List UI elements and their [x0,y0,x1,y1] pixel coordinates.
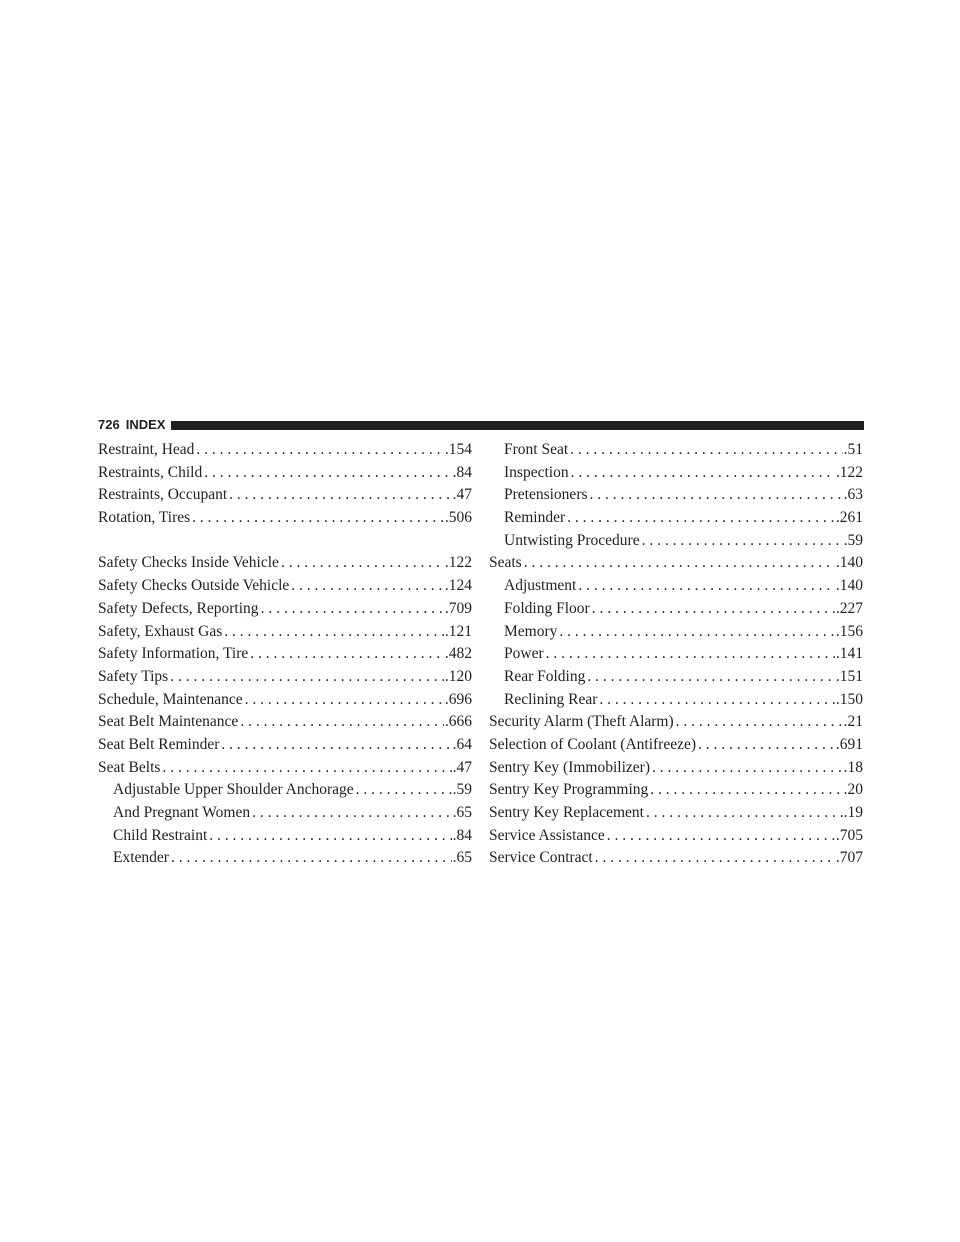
index-entry [98,711,472,734]
index-entry [98,734,472,757]
index-page-ref: .122 [444,554,472,572]
index-entry [489,779,863,802]
index-term: Untwisting Procedure [504,531,640,549]
index-page-ref: .506 [444,509,472,527]
index-page-ref: .19 [843,804,863,821]
index-subentry [489,462,863,485]
index-page-ref: .140 [835,554,863,572]
index-entry [489,757,863,780]
dot-leader [354,779,452,802]
dot-leader [219,734,451,757]
index-term: Adjustable Upper Shoulder Anchorage [113,781,354,799]
index-page-ref: .261 [835,509,863,527]
index-subentry [489,575,863,598]
index-term: Sentry Key (Immobilizer) [489,758,650,776]
dot-leader [169,847,452,870]
index-subentry [489,439,863,462]
index-page-ref: .65 [452,849,472,867]
index-term: Restraint, Head [98,441,195,458]
index-subentry [489,598,863,621]
dot-leader [650,757,843,780]
index-subentry [98,779,472,802]
index-column-right [489,439,863,870]
index-term: Service Assistance [489,826,605,844]
dot-leader [605,825,835,848]
index-subentry [489,530,863,553]
index-page-ref: .21 [843,713,863,731]
index-subentry [98,802,472,825]
index-page-ref: .709 [444,599,472,617]
dot-leader [696,734,835,757]
index-page-ref: .51 [843,441,863,458]
index-term: Adjustment [504,577,577,595]
index-page-ref: .666 [444,713,472,731]
index-page-ref: .705 [835,826,863,844]
index-term: Child Restraint [113,826,208,844]
index-term: Pretensioners [504,486,588,504]
index-entry [489,802,863,825]
index-entry [489,825,863,848]
page-header [98,418,864,432]
index-term: Sentry Key Programming [489,781,649,799]
dot-leader [238,711,444,734]
dot-leader [593,847,835,870]
index-term: Inspection [504,463,569,481]
index-term: Rotation, Tires [98,509,191,527]
index-term: Extender [113,849,169,867]
index-term: Seat Belts [98,758,161,776]
index-page-ref: .59 [452,781,472,799]
index-page-ref: .696 [444,690,472,708]
index-entry [98,757,472,780]
index-term: Memory [504,622,558,640]
dot-leader [522,552,835,575]
index-page-ref: .156 [835,622,863,640]
dot-leader [190,507,444,530]
index-page-ref: .47 [452,758,472,776]
index-term: Safety Checks Outside Vehicle [98,577,290,595]
index-entry [98,484,472,507]
dot-leader [194,439,443,462]
index-subentry [489,621,863,644]
index-entry [98,689,472,712]
dot-leader [640,530,843,553]
dot-leader [644,802,843,825]
index-page-ref: .59 [843,531,863,549]
index-subentry [489,689,863,712]
dot-leader [227,484,451,507]
dot-leader [568,439,842,462]
index-entry [98,598,472,621]
index-entry [98,621,472,644]
index-term: Safety Checks Inside Vehicle [98,554,279,572]
dot-leader [648,779,842,802]
index-entry [489,711,863,734]
index-page-ref: .122 [835,463,863,481]
index-term: Restraints, Child [98,463,203,481]
dot-leader [590,598,835,621]
index-term: Safety Information, Tire [98,645,249,663]
index-page-ref: .120 [444,667,472,685]
index-page-ref: .84 [452,826,472,844]
index-term: Power [504,645,544,663]
dot-leader [279,552,444,575]
index-page-ref: .121 [444,622,472,640]
index-subentry [98,847,472,870]
index-entry [98,552,472,575]
index-subentry [489,666,863,689]
index-page-ref: .151 [835,667,863,685]
index-page-ref: .47 [452,486,472,504]
index-page-ref: .18 [843,758,863,776]
index-page-ref: .154 [444,441,472,458]
index-entry [489,734,863,757]
index-entry [98,439,472,462]
dot-leader [259,598,444,621]
dot-leader [585,666,835,689]
index-term: Selection of Coolant (Antifreeze) [489,735,697,753]
index-page-ref: .124 [444,577,472,595]
index-term: Seat Belt Maintenance [98,713,239,731]
index-subentry [489,643,863,666]
index-entry [98,666,472,689]
index-subentry [489,507,863,530]
index-term: Front Seat [504,441,569,458]
index-term: Safety Tips [98,667,169,685]
index-term: Service Contract [489,849,593,867]
header-rule [171,421,864,430]
index-subentry [489,484,863,507]
dot-leader [544,643,835,666]
dot-leader [243,689,444,712]
index-term: Reminder [504,509,566,527]
dot-leader [289,575,444,598]
index-page-ref: .84 [452,463,472,481]
index-term: Reclining Rear [504,690,598,708]
index-page-ref: .64 [452,735,472,753]
index-entry [489,552,863,575]
index-page-ref: .707 [835,849,863,867]
index-term: Restraints, Occupant [98,486,228,504]
index-term: Safety, Exhaust Gas [98,622,223,640]
dot-leader [250,802,452,825]
index-term: Seats [489,554,522,572]
dot-leader [168,666,444,689]
index-entry [98,575,472,598]
index-page-ref: .140 [835,577,863,595]
index-term: Safety Defects, Reporting [98,599,259,617]
dot-leader [222,621,444,644]
dot-leader [569,462,835,485]
index-subentry [98,825,472,848]
index-entry [489,847,863,870]
index-term: Seat Belt Reminder [98,735,220,753]
index-page-ref: .150 [835,690,863,708]
index-column-left [98,439,472,870]
index-page-ref: .63 [843,486,863,504]
index-page-ref: .20 [843,781,863,799]
index-page-ref: .65 [452,804,472,821]
index-entry [98,643,472,666]
dot-leader [576,575,835,598]
index-page-ref: .227 [835,599,863,617]
index-term: Security Alarm (Theft Alarm) [489,713,674,731]
index-term: Sentry Key Replacement [489,804,644,821]
dot-leader [565,507,835,530]
index-term: Rear Folding [504,667,586,685]
dot-leader [207,825,451,848]
index-term: Folding Floor [504,599,590,617]
dot-leader [160,757,451,780]
index-entry [98,462,472,485]
index-page-ref: .691 [835,735,863,753]
dot-leader [588,484,843,507]
dot-leader [597,689,834,712]
index-term: And Pregnant Women [113,804,251,821]
index-page-ref: .141 [835,645,863,663]
index-term: Schedule, Maintenance [98,690,243,708]
dot-leader [248,643,444,666]
dot-leader [557,621,834,644]
dot-leader [674,711,843,734]
dot-leader [202,462,451,485]
index-entry [98,507,472,530]
section-title: INDEX [125,417,166,432]
index-spacer [98,530,472,553]
page-number: 726 [98,417,120,432]
index-page-ref: .482 [444,645,472,663]
